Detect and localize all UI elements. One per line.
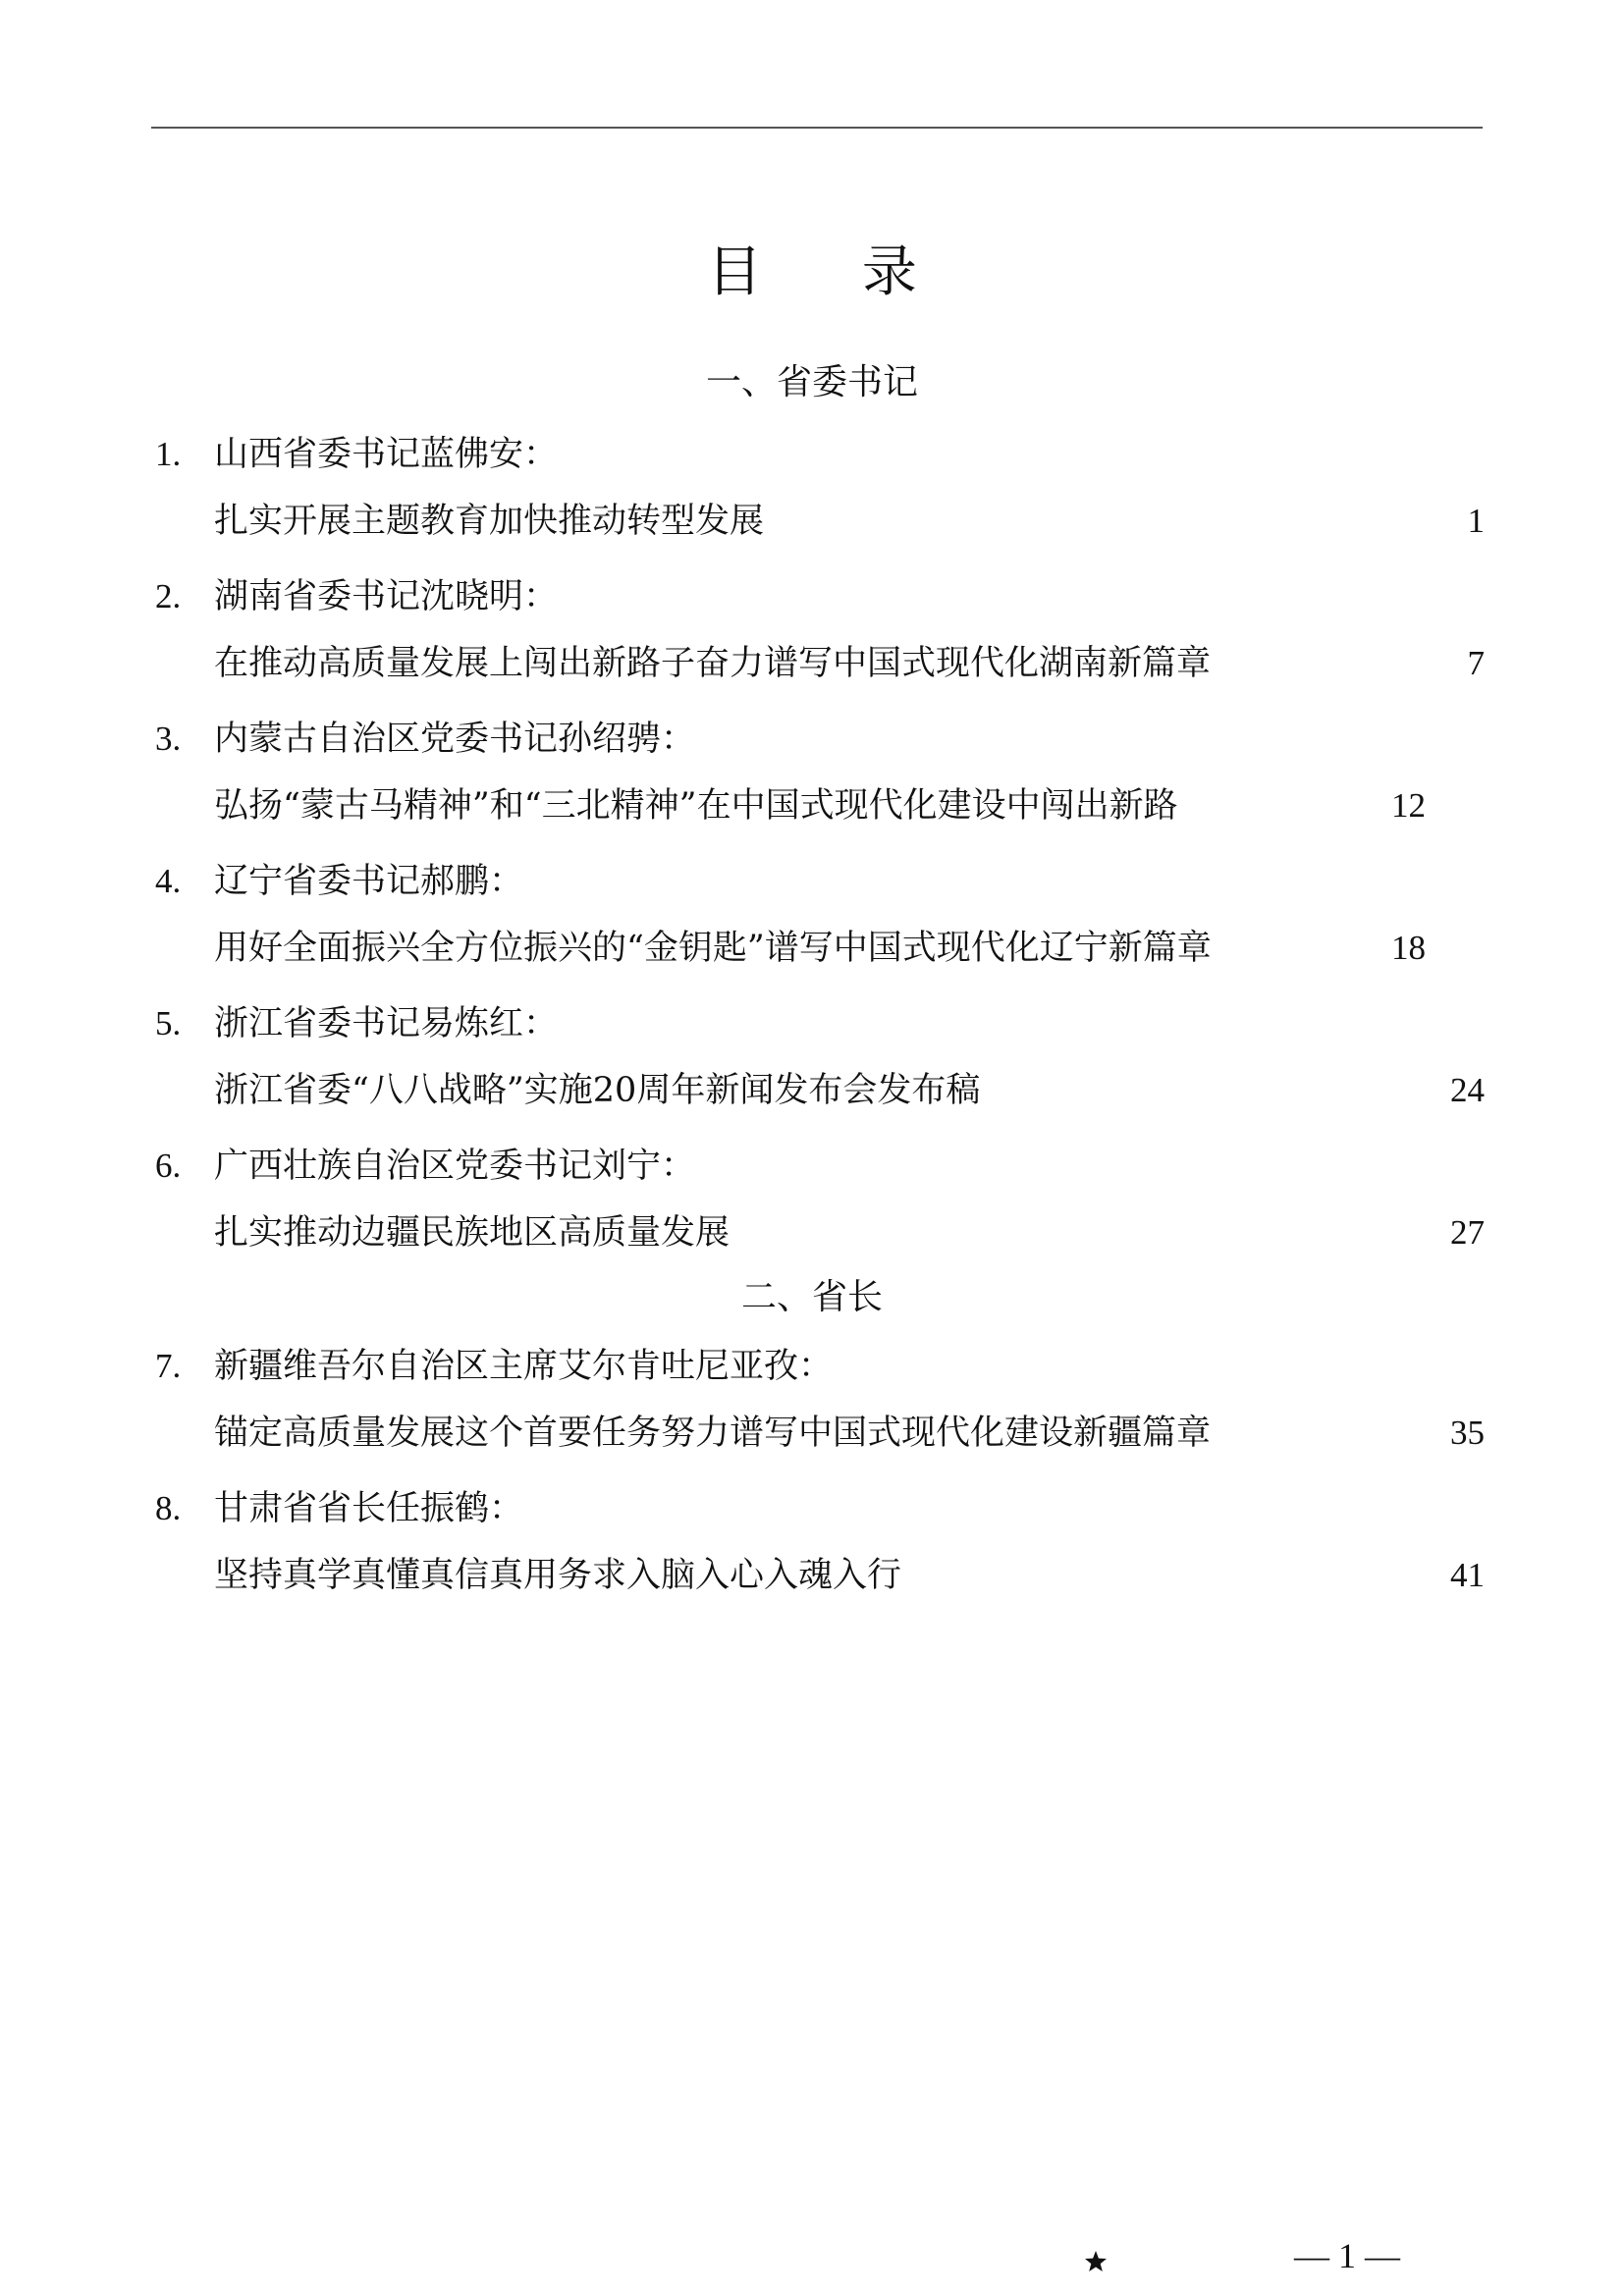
toc-entry-title-line[interactable]: [0, 1406, 1624, 1461]
toc-entry-author-line: [0, 569, 1624, 624]
entry-title[interactable]: 弘扬“蒙古马精神”和“三北精神”在中国式现代化建设中闯出新路: [214, 786, 1178, 826]
page-number-label: — 1 —: [1294, 2236, 1400, 2275]
star-icon: [1084, 2250, 1108, 2273]
entry-number: 3.: [155, 720, 182, 758]
entry-page-number: 27: [1450, 1213, 1485, 1252]
toc-entry-title-line[interactable]: [0, 1548, 1624, 1603]
entry-author: 辽宁省委书记郝鹏：: [214, 862, 524, 901]
entry-number: 6.: [155, 1147, 182, 1185]
entry-page-number: 35: [1450, 1414, 1485, 1452]
toc-entry-author-line: [0, 1139, 1624, 1194]
entry-author: 甘肃省省长任振鹤：: [214, 1489, 524, 1528]
entry-number: 1.: [155, 435, 182, 473]
toc-entry-title-line[interactable]: [0, 1063, 1624, 1118]
entry-author: 广西壮族自治区党委书记刘宁：: [214, 1147, 696, 1186]
toc-entry-title-line[interactable]: [0, 778, 1624, 833]
document-title: 目 录: [707, 240, 958, 304]
entry-author: 新疆维吾尔自治区主席艾尔肯吐尼亚孜：: [214, 1347, 834, 1386]
section-heading-party-secretaries: 一、省委书记: [705, 362, 918, 402]
entry-page-number: 18: [1391, 929, 1426, 967]
entry-title[interactable]: 浙江省委“八八战略”实施20周年新闻发布会发布稿: [214, 1071, 981, 1110]
entry-page-number: 12: [1391, 786, 1426, 825]
entry-author: 浙江省委书记易炼红：: [214, 1004, 559, 1043]
toc-entry-author-line: [0, 712, 1624, 767]
entry-title[interactable]: 锚定高质量发展这个首要任务努力谱写中国式现代化建设新疆篇章: [214, 1414, 1212, 1453]
entry-page-number: 24: [1450, 1071, 1485, 1109]
section-heading-governors: 二、省长: [740, 1277, 883, 1317]
toc-entry-title-line[interactable]: [0, 921, 1624, 976]
header-rule: [151, 127, 1483, 129]
toc-entry-title-line[interactable]: [0, 1205, 1624, 1260]
toc-entry-author-line: [0, 427, 1624, 482]
entry-title[interactable]: 在推动高质量发展上闯出新路子奋力谱写中国式现代化湖南新篇章: [214, 644, 1212, 683]
entry-number: 2.: [155, 577, 182, 615]
entry-author: 山西省委书记蓝佛安：: [214, 435, 559, 474]
entry-title[interactable]: 扎实开展主题教育加快推动转型发展: [214, 502, 765, 541]
entry-title[interactable]: 扎实推动边疆民族地区高质量发展: [214, 1213, 731, 1253]
entry-author: 湖南省委书记沈晓明：: [214, 577, 559, 616]
toc-entry-author-line: [0, 1481, 1624, 1536]
entry-page-number: 7: [1467, 644, 1485, 682]
toc-entry-title-line[interactable]: [0, 494, 1624, 549]
entry-title[interactable]: 坚持真学真懂真信真用务求入脑入心入魂入行: [214, 1556, 902, 1595]
entry-title[interactable]: 用好全面振兴全方位振兴的“金钥匙”谱写中国式现代化辽宁新篇章: [214, 929, 1212, 968]
entry-number: 7.: [155, 1347, 182, 1385]
entry-number: 8.: [155, 1489, 182, 1527]
entry-number: 4.: [155, 862, 182, 900]
toc-entry-author-line: [0, 996, 1624, 1051]
entry-page-number: 1: [1467, 502, 1485, 540]
entry-page-number: 41: [1450, 1556, 1485, 1594]
toc-entry-author-line: [0, 1339, 1624, 1394]
toc-entry-title-line[interactable]: [0, 636, 1624, 691]
entry-number: 5.: [155, 1004, 182, 1042]
toc-entry-author-line: [0, 854, 1624, 909]
entry-author: 内蒙古自治区党委书记孙绍骋：: [214, 720, 696, 759]
